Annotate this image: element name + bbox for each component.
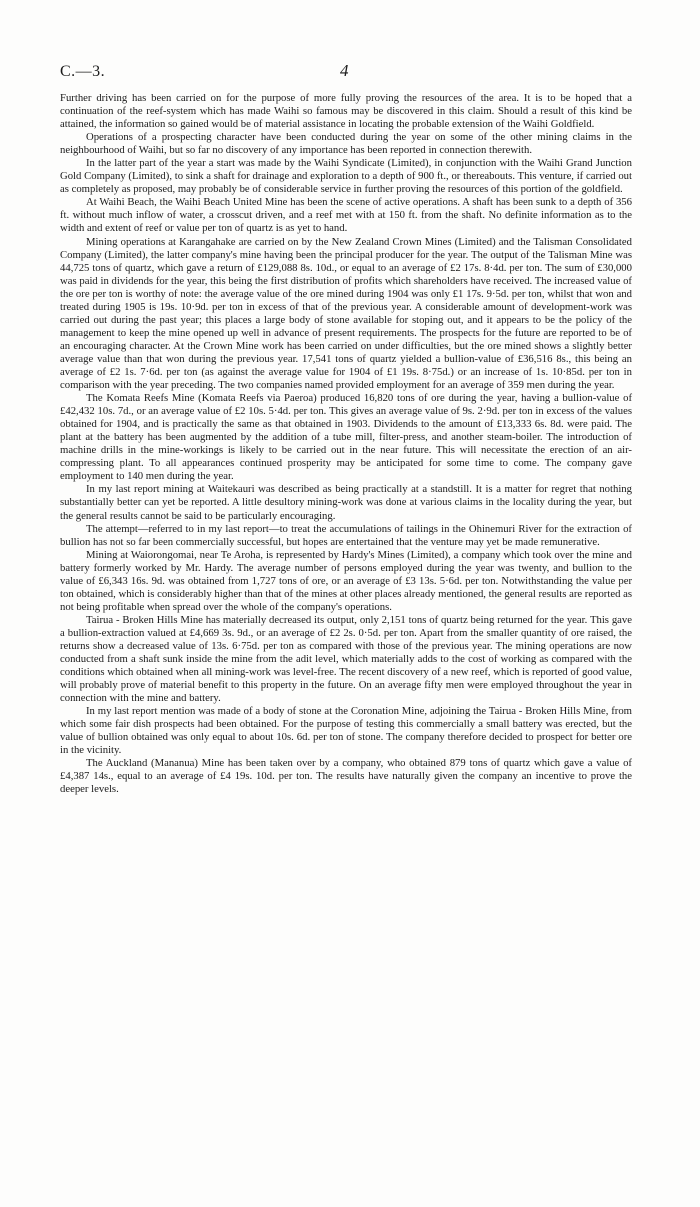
page-number: 4 — [340, 61, 349, 80]
paragraph: Operations of a prospecting character have been conducted during the year on some of the other mining claims in the neighbourhood of Waihi, but so far no discovery of any importance has been reported in connection therewith. — [60, 131, 632, 157]
page-header — [60, 63, 640, 85]
paragraph: Tairua - Broken Hills Mine has materially decreased its output, only 2,151 tons of quartz being returned for the year. This gave a bullion-extraction valued at £4,669 3s. 9d., or an average of £2 2s. 0·5d. per ton. Apart from the smaller quantity of ore raised, the returns show a decreased value of 13s. 6·75d. per ton as compared with those of the previous year. The mining operations are now conducted from a shaft sunk inside the mine from the adit level, which materially adds to the cost of working as compared with the conditions which obtained when all mining-work was level-free. The recent discovery of a new reef, which is reported of good value, will probably prove of material benefit to this property in the future. On an average fifty men were employed throughout the year in connection with the mine and battery. — [60, 613, 632, 705]
paragraph: The attempt—referred to in my last report—to treat the accumulations of tailings in the Ohinemuri River for the extraction of bullion has not so far been commercially successful, but hopes are entertained that the venture may yet be made remunerative. — [60, 522, 632, 548]
paragraph: The Komata Reefs Mine (Komata Reefs via Paeroa) produced 16,820 tons of ore during the year, having a bullion-value of £42,432 10s. 7d., or an average value of £2 10s. 5·4d. per ton. This gives an average value of 9s. 2·9d. per ton in excess of the values obtained for 1904, and is practically the same as that obtained in 1903. Dividends to the amount of £13,333 6s. 8d. were paid. The plant at the battery has been augmented by the addition of a tube mill, filter-press, and another steam-boiler. The introduction of machine drills in the mine-workings is likely to be carried out in the near future. This will necessitate the erection of an air-compressing plant. To all appearances continued prosperity may be anticipated for some time to come. The company gave employment to 140 men during the year. — [60, 392, 632, 483]
document-reference: C.—3. — [60, 63, 106, 80]
paragraph: At Waihi Beach, the Waihi Beach United Mine has been the scene of active operations. A shaft has been sunk to a depth of 356 ft. without much inflow of water, a crosscut driven, and a reef met with at 150 ft. from the shaft. No definite information as to the width and extent of reef or value per ton of quartz is as yet to hand. — [60, 196, 632, 235]
paragraph: In the latter part of the year a start was made by the Waihi Syndicate (Limited), in conjunction with the Waihi Grand Junction Gold Company (Limited), to sink a shaft for drainage and exploration to a depth of 900 ft., or thereabouts. This venture, if carried out as completely as proposed, may probably be of considerable service in further proving the resources of this portion of the goldfield. — [60, 157, 632, 196]
paragraph: In my last report mining at Waitekauri was described as being practically at a standstill. It is a matter for regret that nothing substantially better can yet be reported. A little desultory mining-work was done at various claims in the locality during the year, but the general results cannot be said to be particularly encouraging. — [60, 483, 632, 522]
paragraph: In my last report mention was made of a body of stone at the Coronation Mine, adjoining the Tairua - Broken Hills Mine, from which some fair dish prospects had been obtained. For the purpose of testing this commercially a small battery was erected, but the value of bullion obtained was only equal to about 10s. 6d. per ton of stone. The company therefore decided to prospect for better ore in the vicinity. — [60, 705, 632, 757]
paragraph: Mining at Waiorongomai, near Te Aroha, is represented by Hardy's Mines (Limited), a company which took over the mine and battery formerly worked by Mr. Hardy. The average number of persons employed during the year was twenty, and bullion to the value of £6,343 16s. 9d. was obtained from 1,727 tons of ore, or an average of £3 13s. 5·6d. per ton. Notwithstanding the value per ton obtained, which is considerably higher than that of the mines at other places already mentioned, the general results are reported as not being profitable when spread over the whole of the company's operations. — [60, 548, 632, 613]
paragraph: Mining operations at Karangahake are carried on by the New Zealand Crown Mines (Limited) and the Talisman Consolidated Company (Limited), the latter company's mine having been the principal producer for the year. The output of the Talisman Mine was 44,725 tons of quartz, which gave a return of £129,088 8s. 10d., or equal to an average of £2 17s. 8·4d. per ton. The sum of £30,000 was paid in dividends for the year, this being the first distribution of profits which shareholders have received. The increased value of the ore per ton is worthy of note: the average value of the ore mined during 1904 was only £1 17s. 9·5d. per ton, whilst that won and treated during 1905 is 19s. 10·9d. per ton in excess of that of the previous year. A considerable amount of development-work was carried out during the past year; this places a large body of stone available for stoping out, and it appears to be the policy of the management to keep the mine opened up well in advance of present requirements. The prospects for the future are reported to be of an encouraging character. At the Crown Mine work has been carried on under difficulties, but the ore mined shows a slightly better average value than that won during the previous year. 17,541 tons of quartz yielded a bullion-value of £36,516 8s., this being an average of £2 1s. 7·6d. per ton (as against the average value for 1904 of £1 19s. 8·75d.) or an increase of 1s. 10·85d. per ton in comparison with the year preceding. The two companies named provided employment for an average of 359 men during the year. — [60, 235, 632, 392]
report-body — [60, 92, 632, 797]
paragraph: Further driving has been carried on for the purpose of more fully proving the resources of the area. It is to be hoped that a continuation of the reef-system which has made Waihi so famous may be discovered in this claim. Should a result of this kind be attained, the information so gained would be of material assistance in locating the probable extension of the Waihi Goldfield. — [60, 92, 632, 131]
paragraph: The Auckland (Mananua) Mine has been taken over by a company, who obtained 879 tons of quartz which gave a value of £4,387 14s., equal to an average of £4 19s. 10d. per ton. The results have naturally given the company an incentive to prove the deeper levels. — [60, 757, 632, 796]
